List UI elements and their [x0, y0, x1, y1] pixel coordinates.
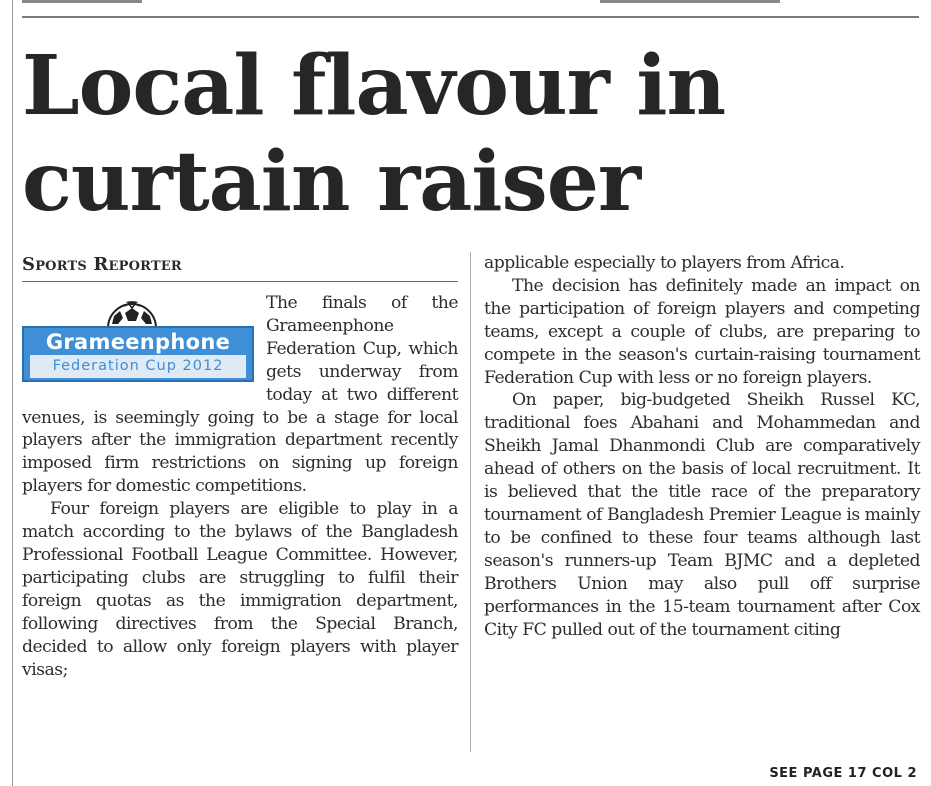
football-icon [104, 296, 160, 328]
article-paragraph: The finals of the Grameenphone Federation Cup, which gets underway from today at two different venues, is seemingly going to be a stage for local players after the immigration department recently imposed firm restrictions on signing up foreign players for domestic competitions. [22, 293, 458, 497]
continued-jump-line: SEE PAGE 17 COL 2 [769, 766, 917, 781]
article-column-2 [484, 252, 920, 641]
top-rule [22, 16, 919, 18]
headline-line: Local flavour in [22, 38, 726, 134]
logo-subtitle: Federation Cup 2012 [30, 355, 246, 378]
article-column-1 [22, 292, 458, 681]
top-edge-mark [22, 0, 142, 3]
logo-banner [22, 326, 254, 382]
headline [22, 38, 912, 230]
column-divider [470, 252, 471, 752]
tournament-logo [22, 292, 254, 384]
article-paragraph: The decision has definitely made an impact on the participation of foreign players and competing teams, except a couple of clubs, are preparing to compete in the season's curtain-raising tournament Federation Cup with less or no foreign players. [484, 275, 920, 388]
top-edge-mark [600, 0, 780, 3]
byline-rule [22, 281, 458, 282]
logo-title: Grameenphone [45, 330, 231, 354]
article-paragraph: applicable especially to players from Africa. [484, 253, 845, 273]
article-paragraph: Four foreign players are eligible to play in a match according to the bylaws of the Bangladesh Professional Football League Committee. However, participating clubs are struggling to fulfil their foreign quotas as the immigration department, following directives from the Special Branch, decided to allow only foreign players with player visas; [22, 499, 458, 680]
left-margin-rule [12, 0, 13, 786]
byline: Sports Reporter [22, 254, 182, 275]
article-paragraph: On paper, big-budgeted Sheikh Russel KC, traditional foes Abahani and Mohammedan and Sheikh Jamal Dhanmondi Club are comparatively ahead of others on the basis of local recruitment. It is believed that the title race of the preparatory tournament of Bangladesh Premier League is mainly to be confined to these four teams although last season's runners-up Team BJMC and a depleted Brothers Union may also pull off surprise performances in the 15-team tournament after Cox City FC pulled out of the tournament citing [484, 390, 920, 640]
headline-line: curtain raiser [22, 134, 641, 230]
